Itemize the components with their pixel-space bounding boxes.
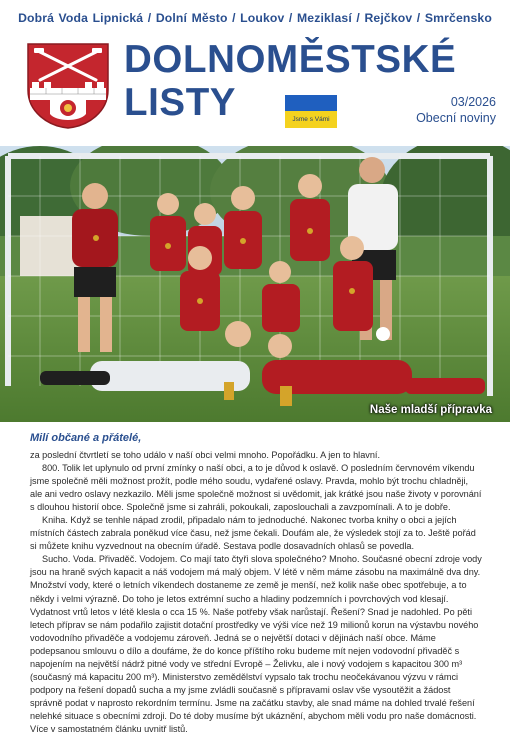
flag-text: Jsme s Vámi — [285, 111, 337, 128]
issue-number: 03/2026 — [450, 95, 496, 109]
photo-caption: Naše mladší přípravka — [369, 404, 492, 416]
newspaper-subtitle: Obecní noviny — [416, 111, 496, 125]
article-salutation: Milí občané a přátelé, — [30, 432, 142, 444]
villages-header: Dobrá Voda Lipnická / Dolní Město / Loukov / Meziklasí / Rejčkov / Smrčensko — [18, 11, 492, 25]
article-body — [30, 449, 482, 736]
team-photo — [0, 146, 510, 422]
title-line-1: DOLNOMĚSTSKÉ — [124, 38, 457, 81]
article-paragraph: Kniha. Když se tenhle nápad zrodil, připadalo nám to jednoduché. Nakonec tvorba knihy o obci a jejích místních částech zabrala poněkud více času, než jsme čekali. Doufám ale, že výsledek stojí za to. Ještě pořád si můžete knihu vyzvednout na obecním úřadě. Sestava podle dosavadních ohlasů se povedla. — [30, 515, 476, 552]
team-photo-illustration — [0, 146, 510, 422]
title-line-2: LISTY — [124, 81, 237, 124]
ukraine-flag — [285, 95, 337, 128]
article-paragraph: za poslední čtvrtletí se toho událo v naší obci velmi mnoho. Popořádku. A jen to hlavní. — [30, 450, 380, 460]
flag-blue-stripe — [285, 95, 337, 111]
article-paragraph: 800. Tolik let uplynulo od první zmínky o naší obci, a to je důvod k oslavě. O posledním červnovém víkendu jsme společně měli možnost prožít, podle mého soudu, vydařené oslavy. Pravda, mohlo být trochu chladněji, ale ani vedro oslavy nezkazilo. Měli jsme společně možnost si uvědomit, jak krátké jsou naše životy v porovnání s dlouhou historií obce. Společně jsme si zahráli, pokoukali, zaposlouchali a zavzpomínali. A to je dobře. — [30, 463, 482, 513]
coat-of-arms-logo — [26, 42, 110, 130]
article-paragraph: Sucho. Voda. Přivaděč. Vodojem. Co mají tato čtyři slova společného? Mnoho. Současné obecní zdroje vody jsou na hraně svých kapacit a náš vodojem má malý objem. V létě v něm máme zásobu na maximálně dva dny. Množství vody, které o letních víkendech dostaneme ze země je menší, než kolik naše obec spotřebuje, a to někdy i velmi výrazně. Do toho je letos extrémní sucho a hladiny podzemních i povrchových vod klesají. Vydatnost vrtů letos v létě klesla o cca 15 %. Naše potřeby však narůstají. Řešení? Snad je nadohled. Po pěti letech příprav se nám podařilo zajistit dotační prostředky ve výši více než 19 milionů korun na výstavbu nového vodovodního přivaděče a vodojemu zároveň. Jedná se o největší dotaci v dějinách naší obce. Máme podepsanou smlouvu o dílo a doufáme, že do konce příštího roku budeme mít nejen vodovodní přivaděč s napojením na největší nádrž pitné vody ve střední Evropě – Želivku, ale i nový vodojem s kapacitou 300 m³ (současný má kapacitu 200 m³). Ministerstvo zemědělství vypsalo tak trochu neočekávanou výzvu v rámci podpory na řešení dopadů sucha a my jsme zvládli současně s přípravami oslav vše vysoutěžit a žádost správně podat v naprosto rekordním termínu. Jsme na začátku stavby, ale snad máme na dohled trvalé řešení nelehké situace s obecními zdroji. Do té doby musíme být ukáznění, abychom měli vodu pro naše domácnosti. Více v samostatném článku uvnitř listů. — [30, 554, 482, 734]
issue-info — [416, 94, 496, 126]
